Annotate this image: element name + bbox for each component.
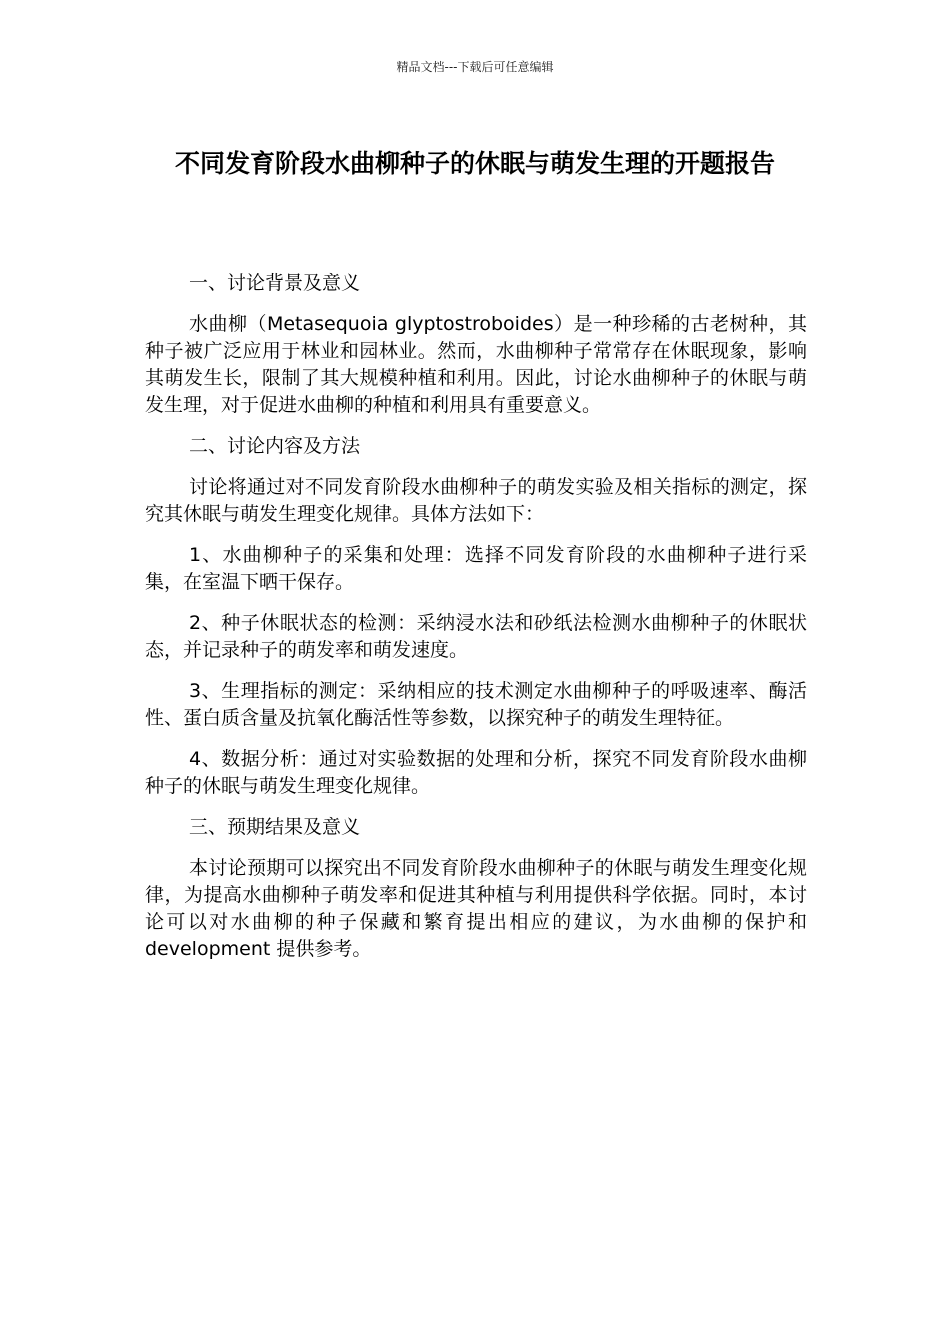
section-heading-background: 一、讨论背景及意义: [189, 272, 361, 294]
section-heading-expected: 三、预期结果及意义: [189, 816, 361, 838]
method-item-1: 1、水曲柳种子的采集和处理：选择不同发育阶段的水曲柳种子进行采集，在室温下晒干保存。: [145, 544, 807, 593]
header-note: 精品文档---下载后可任意编辑: [396, 60, 554, 74]
paragraph-background: 水曲柳（Metasequoia glyptostroboides）是一种珍稀的古老树种，其种子被广泛应用于林业和园林业。然而，水曲柳种子常常存在休眠现象，影响其萌发生长，限制了其大规模种植和利用。因此，讨论水曲柳种子的休眠与萌发生理，对于促进水曲柳的种植和利用具有重要意义。: [145, 313, 807, 416]
method-item-2: 2、种子休眠状态的检测：采纳浸水法和砂纸法检测水曲柳种子的休眠状态，并记录种子的萌发率和萌发速度。: [145, 612, 807, 661]
section-heading-methods: 二、讨论内容及方法: [189, 435, 361, 457]
method-item-4: 4、数据分析：通过对实验数据的处理和分析，探究不同发育阶段水曲柳种子的休眠与萌发生理变化规律。: [145, 748, 807, 797]
document-title: 不同发育阶段水曲柳种子的休眠与萌发生理的开题报告: [174, 149, 775, 178]
method-item-3: 3、生理指标的测定：采纳相应的技术测定水曲柳种子的呼吸速率、酶活性、蛋白质含量及抗氧化酶活性等参数，以探究种子的萌发生理特征。: [145, 680, 807, 729]
paragraph-methods-intro: 讨论将通过对不同发育阶段水曲柳种子的萌发实验及相关指标的测定，探究其休眠与萌发生理变化规律。具体方法如下：: [145, 476, 807, 525]
document-body: [145, 270, 807, 977]
paragraph-expected: 本讨论预期可以探究出不同发育阶段水曲柳种子的休眠与萌发生理变化规律，为提高水曲柳种子萌发率和促进其种植与利用提供科学依据。同时，本讨论可以对水曲柳的种子保藏和繁育提出相应的建议，为水曲柳的保护和 development 提供参考。: [145, 857, 807, 960]
